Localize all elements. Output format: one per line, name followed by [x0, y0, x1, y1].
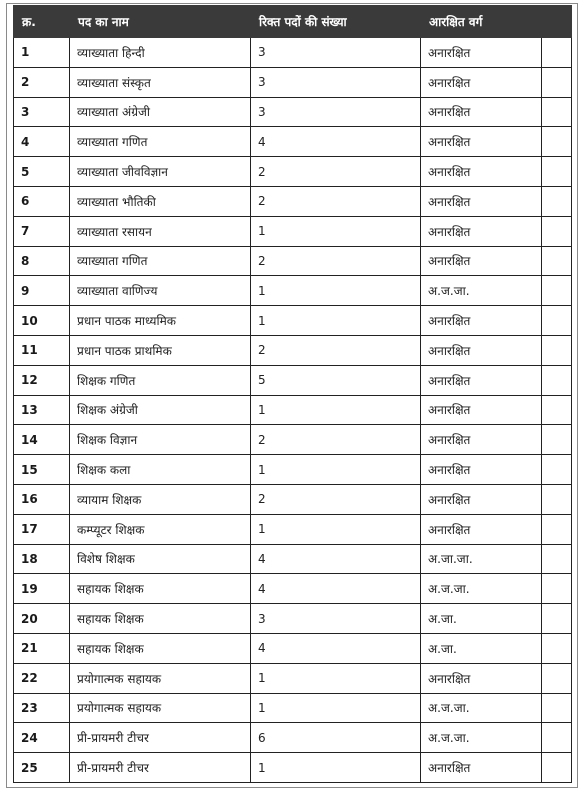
table-row — [14, 157, 572, 187]
cell-post-name: व्याख्याता गणित — [70, 246, 251, 276]
table-row — [14, 335, 572, 365]
cell-serial: 3 — [14, 97, 70, 127]
cell-reserved-category: अ.ज.जा. — [421, 276, 542, 306]
table-row — [14, 97, 572, 127]
table-row — [14, 633, 572, 663]
cell-vacancy-count: 5 — [251, 365, 421, 395]
cell-post-name: कम्प्यूटर शिक्षक — [70, 514, 251, 544]
cell-serial: 22 — [14, 663, 70, 693]
cell-reserved-category: अनारक्षित — [421, 753, 542, 783]
cell-post-name: शिक्षक गणित — [70, 365, 251, 395]
cell-serial: 5 — [14, 157, 70, 187]
cell-serial: 7 — [14, 216, 70, 246]
cell-vacancy-count: 4 — [251, 574, 421, 604]
cell-extra — [542, 335, 572, 365]
cell-post-name: शिक्षक विज्ञान — [70, 425, 251, 455]
cell-serial: 6 — [14, 186, 70, 216]
cell-extra — [542, 97, 572, 127]
cell-post-name: व्यायाम शिक्षक — [70, 484, 251, 514]
cell-post-name: सहायक शिक्षक — [70, 604, 251, 634]
header-extra — [542, 6, 572, 38]
cell-extra — [542, 216, 572, 246]
cell-extra — [542, 186, 572, 216]
cell-serial: 15 — [14, 455, 70, 485]
table-row — [14, 693, 572, 723]
table-row — [14, 663, 572, 693]
cell-post-name: सहायक शिक्षक — [70, 633, 251, 663]
cell-reserved-category: अनारक्षित — [421, 186, 542, 216]
cell-reserved-category: अनारक्षित — [421, 455, 542, 485]
cell-reserved-category: अनारक्षित — [421, 97, 542, 127]
table-row — [14, 425, 572, 455]
cell-extra — [542, 574, 572, 604]
header-vacancy-count: रिक्त पदों की संख्या — [251, 6, 421, 38]
cell-extra — [542, 604, 572, 634]
cell-post-name: व्याख्याता हिन्दी — [70, 38, 251, 68]
cell-extra — [542, 395, 572, 425]
cell-reserved-category: अनारक्षित — [421, 484, 542, 514]
table-row — [14, 186, 572, 216]
cell-vacancy-count: 1 — [251, 276, 421, 306]
cell-serial: 16 — [14, 484, 70, 514]
cell-extra — [542, 753, 572, 783]
cell-vacancy-count: 1 — [251, 395, 421, 425]
table-row — [14, 38, 572, 68]
cell-extra — [542, 455, 572, 485]
cell-post-name: व्याख्याता भौतिकी — [70, 186, 251, 216]
cell-vacancy-count: 1 — [251, 753, 421, 783]
table-row — [14, 455, 572, 485]
cell-serial: 14 — [14, 425, 70, 455]
table-row — [14, 544, 572, 574]
table-row — [14, 306, 572, 336]
table-row — [14, 365, 572, 395]
cell-serial: 23 — [14, 693, 70, 723]
cell-post-name: व्याख्याता अंग्रेजी — [70, 97, 251, 127]
cell-vacancy-count: 3 — [251, 604, 421, 634]
cell-vacancy-count: 2 — [251, 335, 421, 365]
cell-reserved-category: अनारक्षित — [421, 38, 542, 68]
table-row — [14, 723, 572, 753]
cell-reserved-category: अ.ज.जा. — [421, 574, 542, 604]
cell-post-name: व्याख्याता जीवविज्ञान — [70, 157, 251, 187]
table-row — [14, 484, 572, 514]
table-row — [14, 127, 572, 157]
cell-vacancy-count: 1 — [251, 514, 421, 544]
cell-reserved-category: अनारक्षित — [421, 127, 542, 157]
cell-serial: 18 — [14, 544, 70, 574]
cell-serial: 20 — [14, 604, 70, 634]
cell-vacancy-count: 4 — [251, 633, 421, 663]
vacancy-table — [13, 5, 572, 783]
cell-post-name: व्याख्याता संस्कृत — [70, 67, 251, 97]
cell-reserved-category: अ.जा.जा. — [421, 544, 542, 574]
cell-post-name: शिक्षक कला — [70, 455, 251, 485]
cell-reserved-category: अनारक्षित — [421, 157, 542, 187]
cell-extra — [542, 127, 572, 157]
cell-vacancy-count: 1 — [251, 663, 421, 693]
cell-serial: 10 — [14, 306, 70, 336]
cell-vacancy-count: 2 — [251, 157, 421, 187]
cell-reserved-category: अनारक्षित — [421, 514, 542, 544]
cell-extra — [542, 157, 572, 187]
cell-extra — [542, 276, 572, 306]
cell-post-name: विशेष शिक्षक — [70, 544, 251, 574]
cell-vacancy-count: 1 — [251, 216, 421, 246]
cell-extra — [542, 425, 572, 455]
cell-serial: 11 — [14, 335, 70, 365]
cell-extra — [542, 246, 572, 276]
table-row — [14, 246, 572, 276]
cell-extra — [542, 633, 572, 663]
cell-serial: 17 — [14, 514, 70, 544]
cell-post-name: व्याख्याता वाणिज्य — [70, 276, 251, 306]
cell-reserved-category: अ.जा. — [421, 633, 542, 663]
table-body — [14, 38, 572, 783]
cell-serial: 9 — [14, 276, 70, 306]
cell-serial: 8 — [14, 246, 70, 276]
cell-post-name: प्रधान पाठक माध्यमिक — [70, 306, 251, 336]
cell-serial: 2 — [14, 67, 70, 97]
cell-reserved-category: अ.ज.जा. — [421, 693, 542, 723]
cell-vacancy-count: 3 — [251, 97, 421, 127]
cell-extra — [542, 663, 572, 693]
cell-vacancy-count: 2 — [251, 425, 421, 455]
cell-extra — [542, 544, 572, 574]
cell-vacancy-count: 1 — [251, 693, 421, 723]
cell-vacancy-count: 1 — [251, 455, 421, 485]
table-row — [14, 753, 572, 783]
cell-serial: 24 — [14, 723, 70, 753]
cell-reserved-category: अनारक्षित — [421, 335, 542, 365]
cell-vacancy-count: 3 — [251, 67, 421, 97]
cell-serial: 13 — [14, 395, 70, 425]
header-serial: क्र. — [14, 6, 70, 38]
cell-reserved-category: अ.जा. — [421, 604, 542, 634]
cell-vacancy-count: 1 — [251, 306, 421, 336]
cell-extra — [542, 38, 572, 68]
cell-reserved-category: अनारक्षित — [421, 67, 542, 97]
table-row — [14, 574, 572, 604]
cell-reserved-category: अ.ज.जा. — [421, 723, 542, 753]
cell-vacancy-count: 2 — [251, 186, 421, 216]
cell-post-name: प्री-प्रायमरी टीचर — [70, 753, 251, 783]
cell-vacancy-count: 2 — [251, 246, 421, 276]
cell-reserved-category: अनारक्षित — [421, 395, 542, 425]
cell-post-name: व्याख्याता रसायन — [70, 216, 251, 246]
cell-post-name: प्री-प्रायमरी टीचर — [70, 723, 251, 753]
cell-vacancy-count: 2 — [251, 484, 421, 514]
cell-post-name: व्याख्याता गणित — [70, 127, 251, 157]
table-row — [14, 67, 572, 97]
cell-reserved-category: अनारक्षित — [421, 246, 542, 276]
cell-post-name: सहायक शिक्षक — [70, 574, 251, 604]
cell-post-name: प्रयोगात्मक सहायक — [70, 663, 251, 693]
table-row — [14, 276, 572, 306]
cell-serial: 4 — [14, 127, 70, 157]
cell-serial: 19 — [14, 574, 70, 604]
table-header-row — [14, 6, 572, 38]
cell-extra — [542, 306, 572, 336]
header-post-name: पद का नाम — [70, 6, 251, 38]
table-row — [14, 395, 572, 425]
cell-extra — [542, 67, 572, 97]
cell-reserved-category: अनारक्षित — [421, 425, 542, 455]
cell-extra — [542, 514, 572, 544]
cell-vacancy-count: 4 — [251, 127, 421, 157]
cell-serial: 12 — [14, 365, 70, 395]
header-reserved-category: आरक्षित वर्ग — [421, 6, 542, 38]
cell-post-name: प्रधान पाठक प्राथमिक — [70, 335, 251, 365]
table-row — [14, 216, 572, 246]
cell-extra — [542, 365, 572, 395]
cell-reserved-category: अनारक्षित — [421, 365, 542, 395]
cell-serial: 1 — [14, 38, 70, 68]
cell-extra — [542, 723, 572, 753]
cell-extra — [542, 484, 572, 514]
cell-reserved-category: अनारक्षित — [421, 216, 542, 246]
cell-vacancy-count: 6 — [251, 723, 421, 753]
cell-post-name: शिक्षक अंग्रेजी — [70, 395, 251, 425]
cell-extra — [542, 693, 572, 723]
cell-vacancy-count: 3 — [251, 38, 421, 68]
table-row — [14, 604, 572, 634]
table-row — [14, 514, 572, 544]
cell-serial: 25 — [14, 753, 70, 783]
cell-post-name: प्रयोगात्मक सहायक — [70, 693, 251, 723]
cell-reserved-category: अनारक्षित — [421, 663, 542, 693]
cell-reserved-category: अनारक्षित — [421, 306, 542, 336]
cell-serial: 21 — [14, 633, 70, 663]
cell-vacancy-count: 4 — [251, 544, 421, 574]
